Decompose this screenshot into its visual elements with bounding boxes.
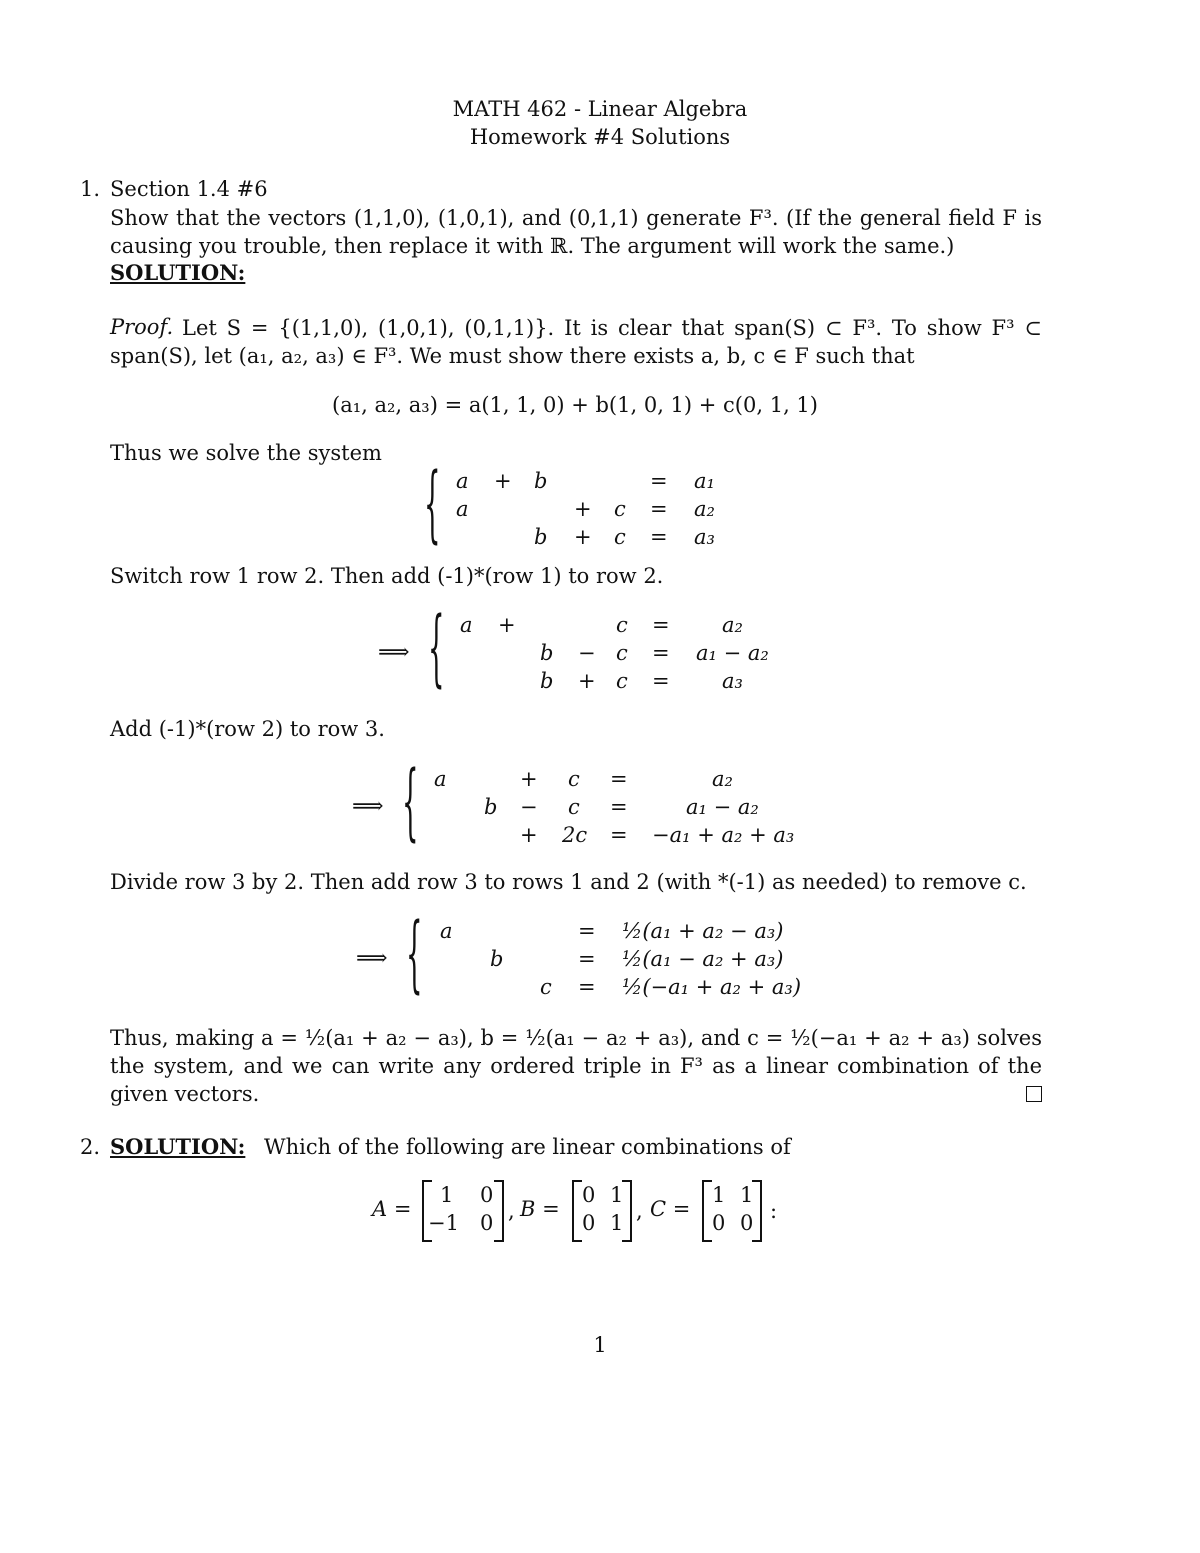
matrix-separator: : xyxy=(770,1199,778,1223)
document-title: MATH 462 - Linear Algebra xyxy=(452,97,748,121)
problem-1-section: Section 1.4 #6 xyxy=(110,177,268,201)
left-brace: { xyxy=(424,458,441,555)
proof-text: Let S = {(1,1,0), (1,0,1), (0,1,1)}. It is clear that span(S) ⊂ F³. To show F³ ⊂ span(S), let (a₁, a₂, a₃) ∈ F³. We must show there exists a, b, c ∈ F such that xyxy=(110,316,1042,368)
matrix-b-name: B = xyxy=(520,1197,560,1221)
matrix-separator: , xyxy=(636,1199,643,1223)
matrix-separator: , xyxy=(508,1199,515,1223)
left-brace: { xyxy=(428,602,445,699)
proof-label: Proof. xyxy=(110,315,174,339)
implies-arrow: ⟹ xyxy=(378,640,410,665)
problem-2-text: Which of the following are linear combinations of xyxy=(264,1135,791,1159)
conclusion-text: Thus, making a = ½(a₁ + a₂ − a₃), b = ½(a₁ − a₂ + a₃), and c = ½(−a₁ + a₂ + a₃) solves the system, and we can write any ordered triple in F³ as a linear combination of the given vectors. xyxy=(110,1026,1042,1106)
matrix-c: 1 1 0 0 xyxy=(702,1180,762,1238)
matrix-a: 1 0 −1 0 xyxy=(422,1180,504,1238)
qed-square-icon xyxy=(1026,1086,1042,1102)
problem-1-solution-label: SOLUTION: xyxy=(110,260,246,285)
left-brace: { xyxy=(406,908,423,1005)
matrix-b: 0 1 0 1 xyxy=(572,1180,632,1238)
page-number: 1 xyxy=(593,1333,607,1357)
step-3-text: Divide row 3 by 2. Then add row 3 to rows 1 and 2 (with *(-1) as needed) to remove c. xyxy=(110,870,1027,894)
step-2-text: Add (-1)*(row 2) to row 3. xyxy=(110,717,385,741)
problem-2-number: 2. xyxy=(80,1135,101,1159)
main-equation: (a₁, a₂, a₃) = a(1, 1, 0) + b(1, 0, 1) + c(0, 1, 1) xyxy=(332,393,818,417)
problem-1-statement: Show that the vectors (1,1,0), (1,0,1), and (0,1,1) generate F³. (If the general field F is causing you trouble, then replace it with ℝ. The argument will work the same.) xyxy=(110,206,1042,258)
problem-2-solution-label: SOLUTION: xyxy=(110,1134,246,1159)
problem-1-number: 1. xyxy=(80,177,101,201)
step-0-text: Thus we solve the system xyxy=(110,441,382,465)
document-subtitle: Homework #4 Solutions xyxy=(469,125,731,149)
implies-arrow: ⟹ xyxy=(352,794,384,819)
matrix-c-name: C = xyxy=(650,1197,691,1221)
left-brace: { xyxy=(402,756,419,853)
matrix-a-name: A = xyxy=(372,1197,412,1221)
document-page: MATH 462 - Linear Algebra Homework #4 Solutions 1. Section 1.4 #6 Show that the vectors (1,1,0), (1,0,1), and (0,1,1) generate F³. (If the general field F is causing you trouble, then replace it with ℝ. The argument will work the same.) SOLUTION: Proof. Let S = {(1,1,0), (1,0,1), (0,1,1)}. It is clear that span(S) ⊂ F³. To show F³ ⊂ span(S), let (a₁, a₂, a₃) ∈ F³. We must show there exists a, b, c ∈ F such that (a₁, a₂, a₃) = a(1, 1, 0) + b(1, 0, 1) + c(0, 1, 1) Thus we solve the system { a + b = a₁ a + c = a₂ b + c = a₃ Switch row 1 row 2. Then add (-1)*(row 1) to row 2. ⟹ { a + c = a₂ b − c = a₁ − a₂ b + c = a₃ Add (-1)*(row 2) to row 3. ⟹ { a + c = a₂ b − c = a₁ − a₂ + 2c = −a₁ + a₂ + a₃ Divide row 3 by 2. Then add row 3 to rows 1 and 2 (with *(-1) as needed) to remove c. ⟹ { a = ½(a₁ + a₂ − a₃) b = ½(a₁ − a₂ + a₃) c = ½(−a₁ + a₂ + a₃) Thus, making a = ½(a₁ + a₂ − a₃), b = ½(a₁ − a₂ + a₃), and c = ½(−a₁ + a₂ + a₃) solves the system, and we can write any ordered triple in F³ as a linear combination of the given vectors. 2. SOLUTION: Which of the following are linear combinations of A = 1 0 −1 0 , B = 0 1 0 1 , C = 1 1 0 0 : 1 xyxy=(0,0,1200,1553)
step-1-text: Switch row 1 row 2. Then add (-1)*(row 1) to row 2. xyxy=(110,564,664,588)
implies-arrow: ⟹ xyxy=(356,946,388,971)
